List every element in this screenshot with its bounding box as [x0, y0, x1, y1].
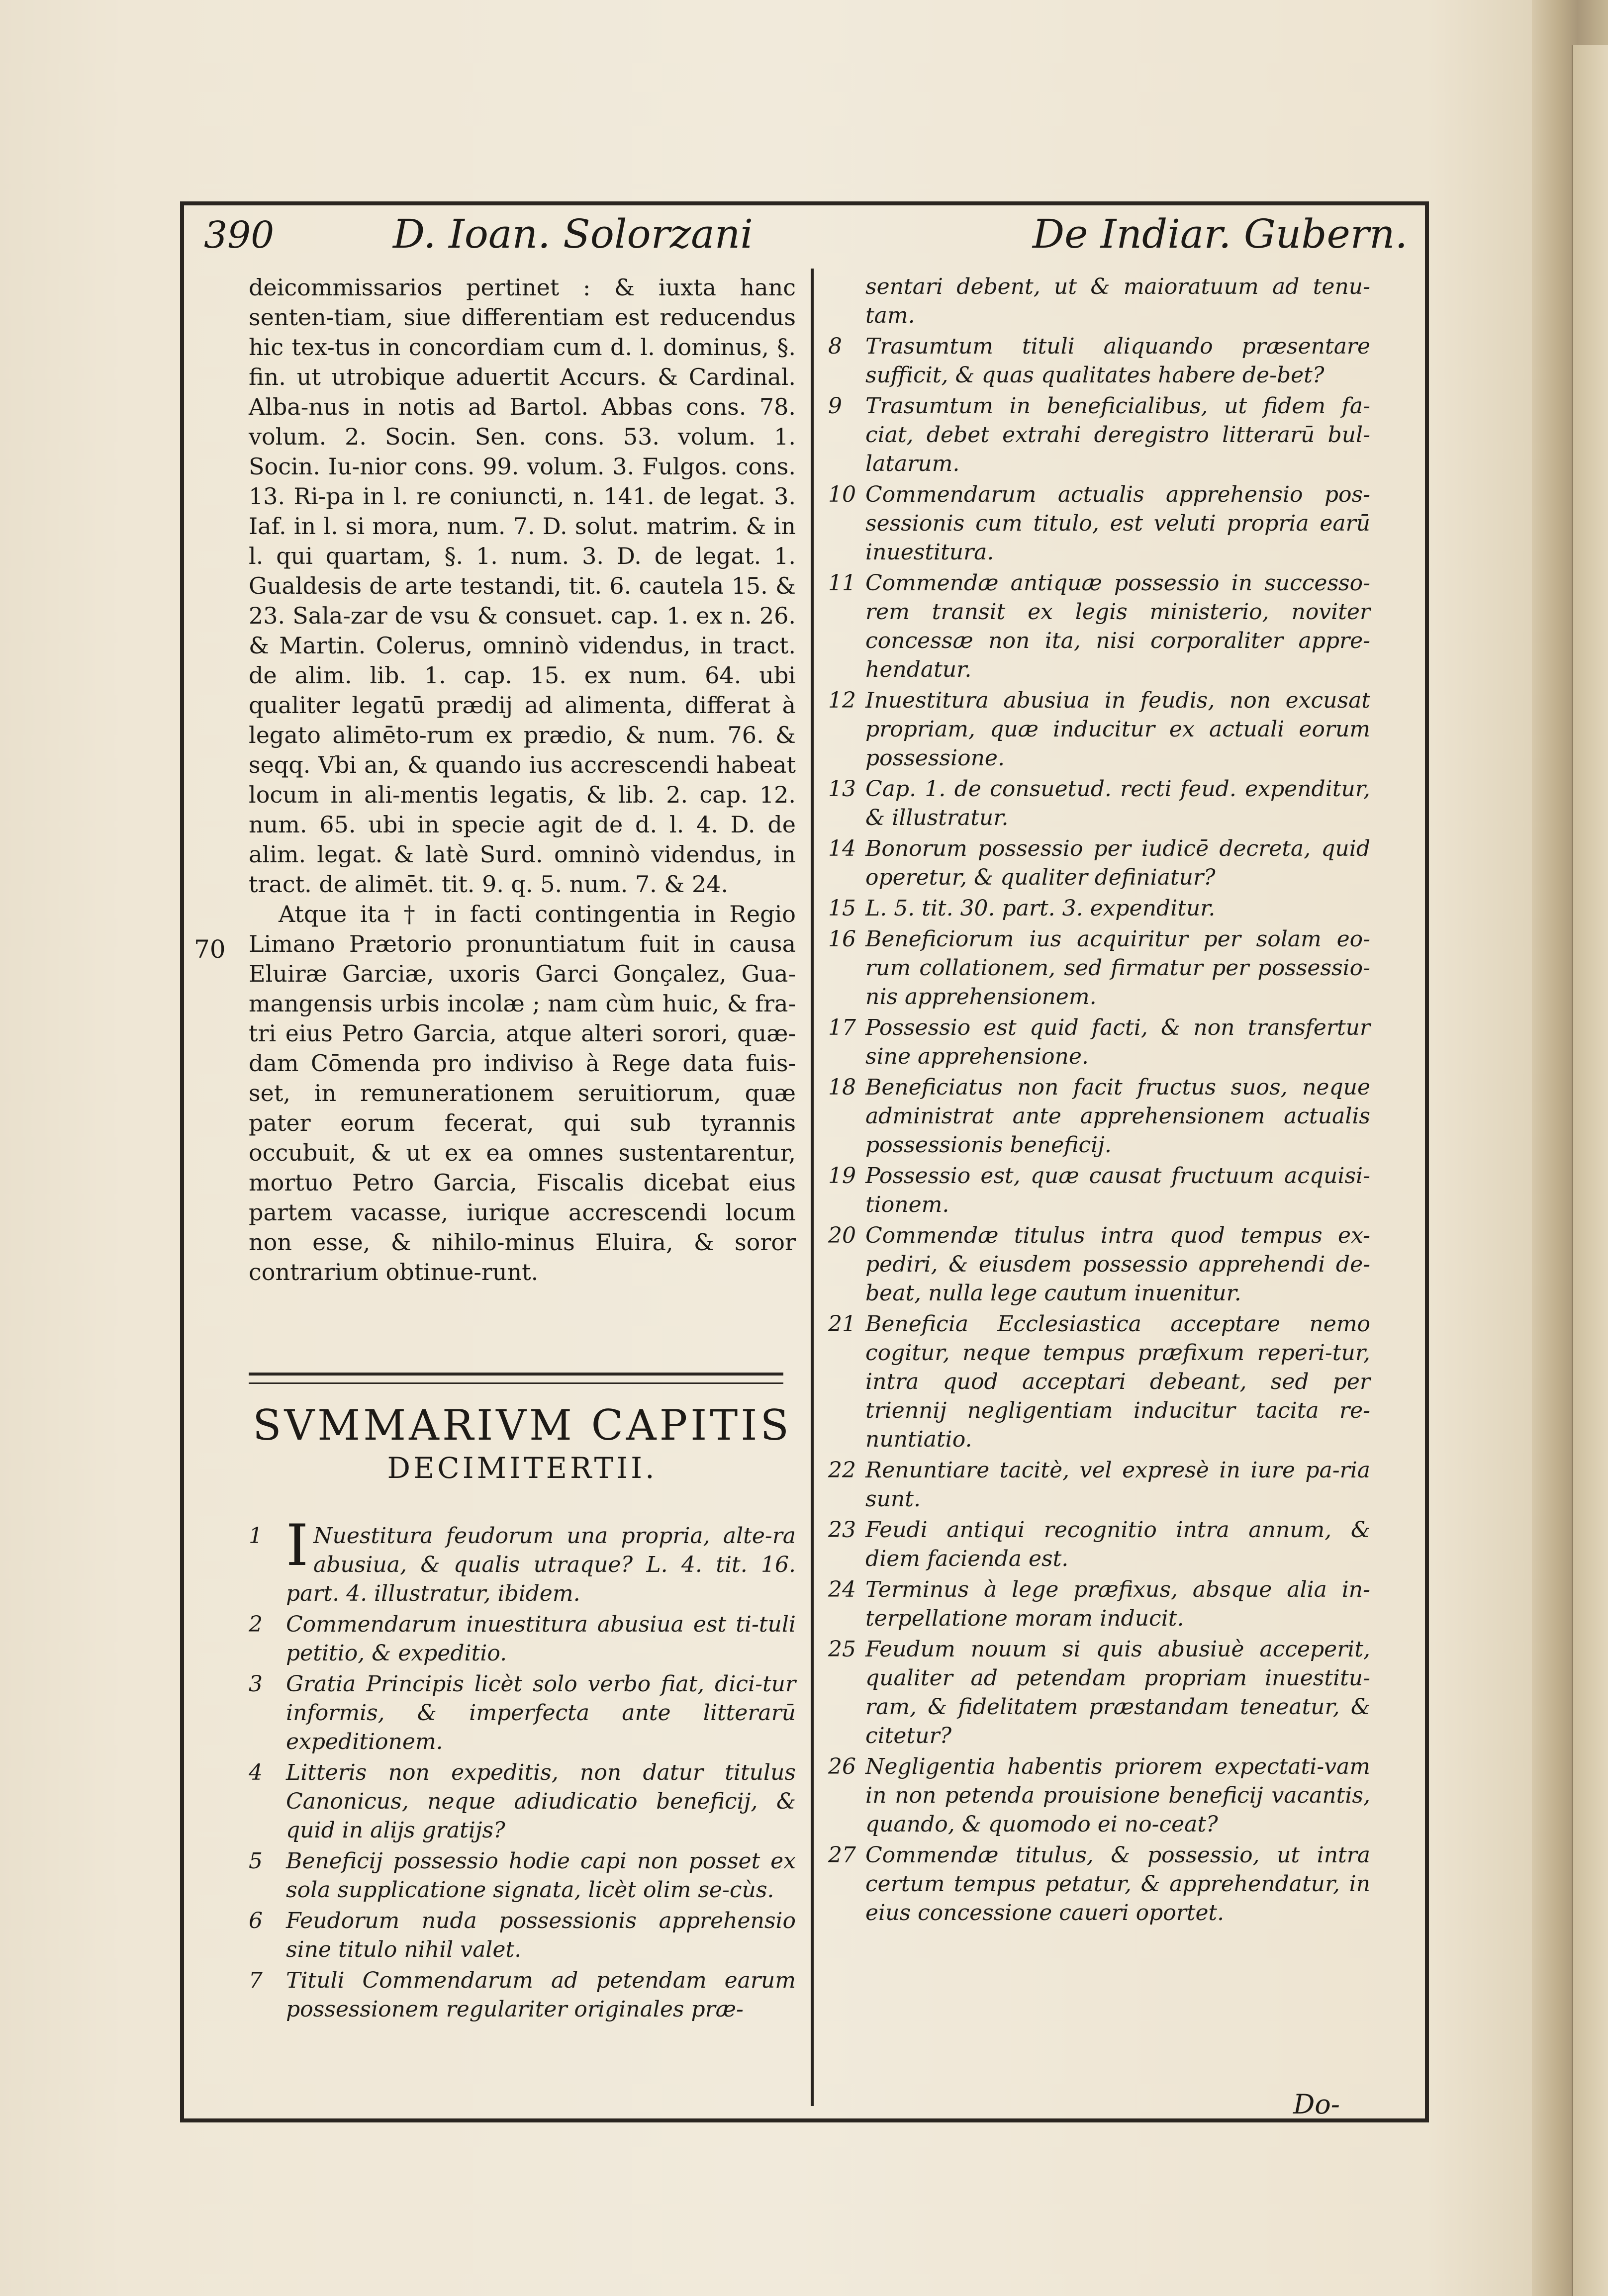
- item-text: Possessio est quid facti, & non transfertur sine apprehensione.: [865, 1015, 1370, 1069]
- item-number: 25: [828, 1637, 856, 1662]
- item-number: 11: [828, 570, 856, 596]
- summary-item: [828, 1635, 1370, 1750]
- item-text: Feudi antiqui recognitio intra annum, & diem facienda est.: [865, 1517, 1370, 1571]
- summary-item: [828, 686, 1370, 773]
- summary-list-left: [249, 1512, 796, 2026]
- item-text: Commendæ antiquæ possessio in successo-rem transit ex legis ministerio, noviter concessæ non ita, nisi corporaliter appre-hendatur.: [865, 570, 1370, 682]
- summary-item: [828, 273, 1370, 330]
- item-text: Trasumtum in beneficialibus, ut fidem fa-ciat, debet extrahi deregistro litterarū bul-latarum.: [865, 393, 1370, 476]
- item-number: 18: [828, 1075, 856, 1100]
- summary-item: [828, 1575, 1370, 1633]
- running-head-title: De Indiar. Gubern.: [1032, 211, 1408, 257]
- item-number: 14: [828, 836, 856, 861]
- item-number: 19: [828, 1163, 856, 1189]
- summary-item: [828, 925, 1370, 1011]
- column-divider: [811, 269, 814, 2106]
- item-number: 12: [828, 688, 856, 713]
- item-text: Renuntiare tacitè, vel expresè in iure pa-ria sunt.: [865, 1458, 1370, 1512]
- item-text: Beneficia Ecclesiastica acceptare nemo cogitur, neque tempus præfixum reperi-tur, intra quod acceptari debeant, sed per triennij negligentiam inducitur tacita re-nuntiatio.: [865, 1311, 1370, 1452]
- item-text: Cap. 1. de consuetud. recti feud. expenditur, & illustratur.: [865, 776, 1370, 830]
- running-head-author: D. Ioan. Solorzani: [393, 211, 753, 257]
- item-number: 26: [828, 1754, 856, 1779]
- summary-item: [828, 1752, 1370, 1839]
- item-text: Commendæ titulus, & possessio, ut intra certum tempus petatur, & apprehendatur, in eius concessione caueri oportet.: [865, 1842, 1370, 1926]
- item-text: Commendæ titulus intra quod tempus ex-pediri, & eiusdem possessio apprehendi de-beat, nulla lege cautum inuenitur.: [865, 1223, 1370, 1306]
- summary-item: [828, 1013, 1370, 1071]
- summary-item: [828, 1516, 1370, 1573]
- catchword: Do-: [1293, 2089, 1340, 2120]
- item-text: Trasumtum tituli aliquando præsentare sufficit, & quas qualitates habere de-bet?: [865, 334, 1370, 388]
- summary-item: [249, 1670, 796, 1756]
- item-text: Terminus à lege præfixus, absque alia in-terpellatione moram inducit.: [865, 1577, 1370, 1631]
- item-number: 10: [828, 482, 856, 507]
- item-number: 17: [828, 1015, 856, 1040]
- margin-number: 70: [194, 935, 226, 964]
- item-number: 4: [249, 1760, 263, 1785]
- item-number: 23: [828, 1517, 856, 1543]
- item-text: Beneficiorum ius acquiritur per solam eo-rum collationem, sed firmatur per possessio-nis apprehensionem.: [865, 926, 1370, 1010]
- left-column-text: [249, 273, 796, 1287]
- paragraph-70: Atque ita † in facti contingentia in Regio Limano Prætorio pronuntiatum fuit in causa Eluiræ Garciæ, uxoris Garci Gonçalez, Gua-mangensis urbis incolæ ; nam cùm huic, & fra-tri eius Petro Garcia, atque alteri sorori, quæ-dam Cōmenda pro indiviso à Rege data fuis-set, in remunerationem seruitiorum, quæ pater eorum fecerat, qui sub tyrannis occubuit, & ut ex ea omnes sustentarentur, mortuo Petro Garcia, Fiscalis dicebat eius partem vacasse, iurique accrescendi locum non esse, & nihilo-minus Eluira, & soror contrarium obtinue-runt.: [249, 901, 796, 1286]
- drop-cap: I: [286, 1512, 309, 1578]
- summary-rule: [249, 1373, 783, 1384]
- summary-item: [828, 569, 1370, 684]
- item-text: Commendarum inuestitura abusiua est ti-tuli petitio, & expeditio.: [286, 1612, 796, 1666]
- facing-page-edge: [1572, 45, 1608, 2296]
- item-text: Bonorum possessio per iudicē decreta, quid operetur, & qualiter definiatur?: [865, 836, 1370, 890]
- item-number: 3: [249, 1671, 263, 1697]
- item-text: L. 5. tit. 30. part. 3. expenditur.: [865, 896, 1216, 921]
- item-text: Litteris non expeditis, non datur titulus Canonicus, neque adiudicatio beneficij, & quid in alijs gratijs?: [286, 1760, 796, 1843]
- item-number: 6: [249, 1908, 263, 1933]
- item-number: 1: [249, 1523, 263, 1549]
- item-number: 21: [828, 1311, 856, 1337]
- item-number: 15: [828, 896, 856, 921]
- summary-subtitle: DECIMITERTII.: [387, 1451, 658, 1485]
- summary-item: [828, 480, 1370, 567]
- item-number: 20: [828, 1223, 856, 1248]
- item-text: Commendarum actualis apprehensio pos-sessionis cum titulo, est veluti propria earū inuestitura.: [865, 482, 1370, 565]
- paragraph-continued: deicommissarios pertinet : & iuxta hanc senten-tiam, siue differentiam est reducendus hic tex-tus in concordiam cum d. l. dominus, §. fin. ut utrobique aduertit Accurs. & Cardinal. Alba-nus in notis ad Bartol. Abbas cons. 78. volum. 2. Socin. Sen. cons. 53. volum. 1. Socin. Iu-nior cons. 99. volum. 3. Fulgos. cons. 13. Ri-pa in l. re coniuncti, n. 141. de legat. 3. Iaf. in l. si mora, num. 7. D. solut. matrim. & in l. qui quartam, §. 1. num. 3. D. de legat. 1. Gualdesis de arte testandi, tit. 6. cautela 15. & 23. Sala-zar de vsu & consuet. cap. 1. ex n. 26. & Martin. Colerus, omninò videndus, in tract. de alim. lib. 1. cap. 15. ex num. 64. ubi qualiter legatū prædij ad alimenta, differat à legato alimēto-rum ex prædio, & num. 76. & seqq. Vbi an, & quando ius accrescendi habeat locum in ali-mentis legatis, & lib. 2. cap. 12. num. 65. ubi in specie agit de d. l. 4. D. de alim. legat. & latè Surd. omninò videndus, in tract. de alimēt. tit. 9. q. 5. num. 7. & 24.: [249, 274, 796, 898]
- item-number: 27: [828, 1842, 856, 1868]
- summary-item: [828, 1073, 1370, 1160]
- item-text: Gratia Principis licèt solo verbo fiat, dici-tur informis, & imperfecta ante litterarū expeditionem.: [286, 1671, 796, 1754]
- item-number: 5: [249, 1848, 263, 1874]
- item-number: 9: [828, 393, 842, 419]
- running-header: [204, 211, 1408, 269]
- summary-item: [828, 775, 1370, 832]
- summary-item: [249, 1758, 796, 1845]
- summary-item: [828, 1310, 1370, 1454]
- summary-item: [828, 1221, 1370, 1308]
- summary-item: [249, 1847, 796, 1905]
- item-text: Feudorum nuda possessionis apprehensio sine titulo nihil valet.: [286, 1908, 796, 1962]
- item-text: Possessio est, quæ causat fructuum acquisi-tionem.: [865, 1163, 1370, 1217]
- item-text: Negligentia habentis priorem expectati-vam in non petenda prouisione beneficij vacantis, quando, & quomodo ei no-ceat?: [865, 1754, 1370, 1837]
- item-number: 7: [249, 1968, 263, 1993]
- item-text: Beneficij possessio hodie capi non posset ex sola supplicatione signata, licèt olim se-cùs.: [286, 1848, 796, 1903]
- item-number: 22: [828, 1458, 856, 1483]
- summary-item: [828, 392, 1370, 478]
- item-number: 24: [828, 1577, 856, 1602]
- summary-item: [828, 1456, 1370, 1514]
- item-number: 16: [828, 926, 856, 952]
- summary-list-right: [828, 273, 1370, 1929]
- summary-item: [249, 1610, 796, 1668]
- item-number: 2: [249, 1612, 263, 1637]
- summary-item: [828, 894, 1370, 923]
- item-text: Nuestitura feudorum una propria, alte-ra abusiua, & qualis utraque? L. 4. tit. 16. part. 4. illustratur, ibidem.: [286, 1523, 796, 1606]
- item-text: Feudum nouum si quis abusiuè acceperit, qualiter ad petendam propriam inuestitu-ram, & fidelitatem præstandam teneatur, & citetur?: [865, 1637, 1370, 1748]
- summary-item: [249, 1512, 796, 1608]
- summary-item: [828, 332, 1370, 390]
- item-text: Inuestitura abusiua in feudis, non excusat propriam, quæ inducitur ex actuali eorum possessione.: [865, 688, 1370, 771]
- item-text: Beneficiatus non facit fructus suos, neque administrat ante apprehensionem actualis possessionis beneficij.: [865, 1075, 1370, 1158]
- item-text: sentari debent, ut & maioratuum ad tenu-tam.: [865, 274, 1370, 328]
- page-number: 390: [204, 214, 275, 257]
- item-number: 8: [828, 334, 842, 359]
- summary-item: [249, 1966, 796, 2024]
- item-text: Tituli Commendarum ad petendam earum possessionem regulariter originales præ-: [286, 1968, 796, 2022]
- summary-item: [828, 834, 1370, 892]
- item-number: 13: [828, 776, 856, 802]
- summary-title: SVMMARIVM CAPITIS: [252, 1401, 792, 1450]
- summary-item: [828, 1841, 1370, 1928]
- summary-item: [828, 1162, 1370, 1219]
- summary-item: [249, 1907, 796, 1964]
